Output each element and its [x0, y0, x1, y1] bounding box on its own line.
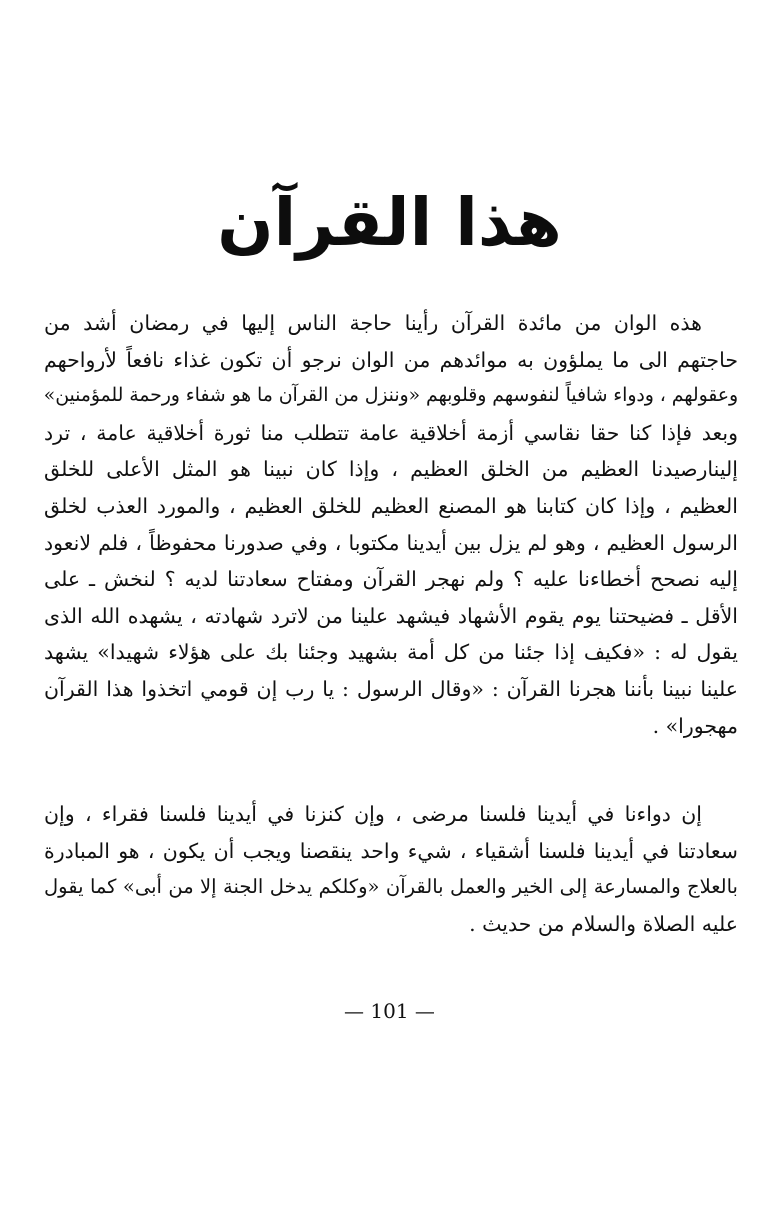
text-line: هذه الوان من مائدة القرآن رأينا حاجة الناس إليها في رمضان أشد من: [44, 311, 702, 335]
text-line: عليه الصلاة والسلام من حديث .: [469, 911, 738, 936]
text-line: إليه نصحح أخطاءنا عليه ؟ ولم نهجر القرآن ومفتاح سعادتنا لديه ؟ لنخش ـ على: [44, 567, 738, 592]
text-line: بالعلاج والمسارعة إلى الخير والعمل بالقرآن «وكلكم يدخل الجنة إلا من أبى» كما يقول: [44, 875, 738, 899]
text-line: الرسول العظيم ، وهو لم يزل بين أيدينا مكتوبا ، وفي صدورنا محفوظاً ، فلم لانعود: [44, 530, 738, 555]
text-line: علينا نبينا بأننا هجرنا القرآن : «وقال الرسول : يا رب إن قومي اتخذوا هذا القرآن: [44, 676, 738, 701]
body-paragraph-1: [44, 305, 738, 744]
page-number: — 101 —: [344, 999, 435, 1023]
text-line: سعادتنا في أيدينا فلسنا أشقياء ، شيء واحد ينقصنا ويجب أن يكون ، هو المبادرة: [44, 838, 738, 863]
text-line: وعقولهم ، ودواء شافياً لنفوسهم وقلوبهم «وننزل من القرآن ما هو شفاء ورحمة للمؤمنين»: [44, 385, 738, 407]
text-line: العظيم ، وإذا كان كتابنا هو المصنع العظيم للخلق العظيم ، والمورد العذب لخلق: [44, 493, 738, 518]
text-line: وبعد فإذا كنا حقا نقاسي أزمة أخلاقية عامة تتطلب منا ثورة أخلاقية عامة ، ترد: [44, 420, 738, 445]
body-paragraph-2: [44, 796, 738, 942]
text-line: الأقل ـ فضيحتنا يوم يقوم الأشهاد فيشهد علينا من لاترد شهادته ، يشهده الله الذى: [44, 603, 738, 628]
text-line: يقول له : «فكيف إذا جئنا من كل أمة بشهيد وجئنا بك على هؤلاء شهيدا» يشهد: [44, 640, 738, 665]
text-line: حاجتهم الى ما يملؤون به موائدهم من الوان نرجو أن تكون غذاء نافعاً لأرواحهم: [44, 347, 738, 372]
text-line: إلينارصيدنا العظيم من الخلق العظيم ، وإذا كان نبينا هو المثل الأعلى للخلق: [44, 457, 738, 482]
page-title: هذا القرآن: [217, 184, 562, 261]
text-line: مهجورا» .: [652, 713, 738, 738]
text-line: إن دواءنا في أيدينا فلسنا مرضى ، وإن كنزنا في أيدينا فلسنا فقراء ، وإن: [44, 802, 702, 826]
